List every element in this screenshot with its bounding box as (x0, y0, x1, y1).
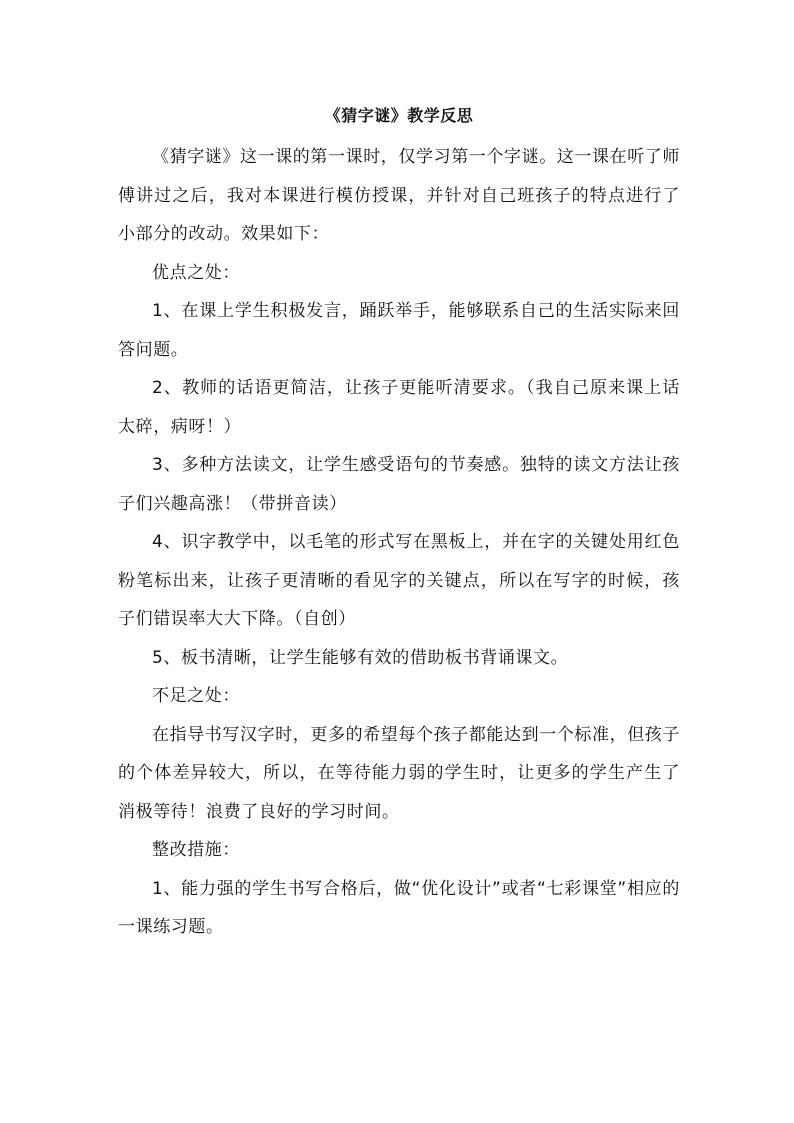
paragraph-intro: 《猜字谜》这一课的第一课时，仅学习第一个字谜。这一课在听了师傅讲过之后，我对本课进行模仿授课，并针对自己班孩子的特点进行了小部分的改动。效果如下： (118, 147, 680, 244)
improvement-item-1: 1、能力强的学生书写合格后，做“优化设计”或者“七彩课堂”相应的一课练习题。 (118, 878, 680, 937)
advantage-item-3: 3、多种方法读文，让学生感受语句的节奏感。独特的读文方法让孩子们兴趣高涨！（带拼音读） (118, 455, 680, 514)
document-body (118, 100, 680, 947)
advantage-item-4: 4、识字教学中，以毛笔的形式写在黑板上，并在字的关键处用红色粉笔标出来，让孩子更清晰的看见字的关键点，所以在写字的时候，孩子们错误率大大下降。（自创） (118, 532, 680, 629)
advantage-item-5: 5、板书清晰，让学生能够有效的借助板书背诵课文。 (152, 647, 569, 668)
advantage-item-1: 1、在课上学生积极发言，踊跃举手，能够联系自己的生活实际来回答问题。 (118, 301, 680, 360)
shortcoming-text: 在指导书写汉字时，更多的希望每个孩子都能达到一个标准，但孩子的个体差异较大，所以，在等待能力弱的学生时，让更多的学生产生了消极等待！浪费了良好的学习时间。 (118, 724, 680, 822)
heading-improvements: 整改措施： (152, 840, 240, 860)
heading-shortcomings: 不足之处： (152, 686, 240, 706)
advantage-item-2: 2、教师的话语更简洁，让孩子更能听清要求。（我自己原来课上话太碎，病呀！） (118, 378, 680, 437)
heading-advantages: 优点之处： (152, 262, 240, 283)
document-title: 《猜字谜》教学反思 (324, 106, 474, 125)
